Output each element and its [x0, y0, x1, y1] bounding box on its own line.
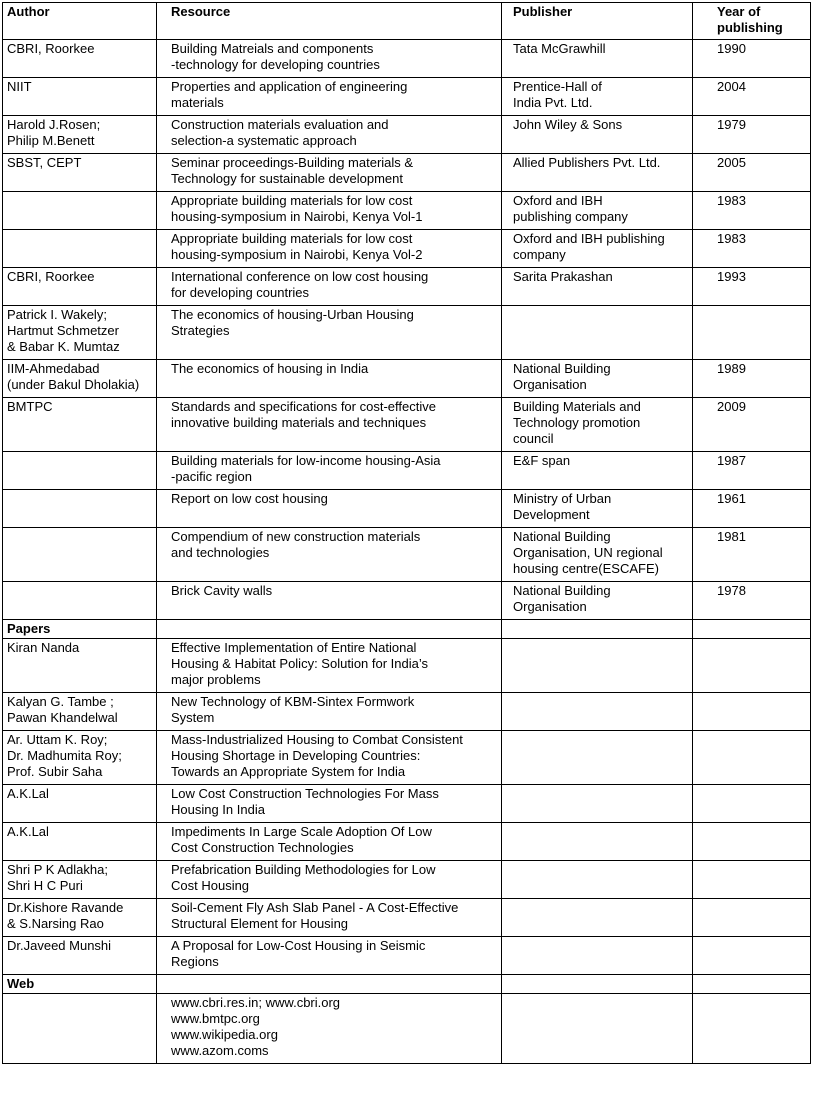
book-year: 1981 — [693, 528, 811, 582]
book-year: 2005 — [693, 154, 811, 192]
book-resource: Properties and application of engineering materials — [157, 78, 502, 116]
book-author — [3, 192, 157, 230]
paper-author: Dr.Javeed Munshi — [3, 937, 157, 975]
book-author: Harold J.Rosen; Philip M.Benett — [3, 116, 157, 154]
empty-cell — [502, 693, 693, 731]
book-author: NIIT — [3, 78, 157, 116]
empty-cell — [693, 693, 811, 731]
paper-row — [3, 861, 811, 899]
empty-cell — [693, 731, 811, 785]
book-publisher: Building Materials and Technology promotion council — [502, 398, 693, 452]
book-author — [3, 452, 157, 490]
paper-resource: Prefabrication Building Methodologies for Low Cost Housing — [157, 861, 502, 899]
header-author: Author — [3, 3, 157, 40]
book-publisher: National Building Organisation — [502, 582, 693, 620]
paper-author: Kiran Nanda — [3, 639, 157, 693]
paper-author: Kalyan G. Tambe ; Pawan Khandelwal — [3, 693, 157, 731]
empty-cell — [693, 975, 811, 994]
book-author: IIM-Ahmedabad (under Bakul Dholakia) — [3, 360, 157, 398]
book-year: 1961 — [693, 490, 811, 528]
empty-cell — [502, 785, 693, 823]
book-row — [3, 490, 811, 528]
empty-cell — [693, 620, 811, 639]
empty-cell — [693, 639, 811, 693]
empty-cell — [502, 731, 693, 785]
book-resource: Brick Cavity walls — [157, 582, 502, 620]
book-author — [3, 582, 157, 620]
book-row — [3, 582, 811, 620]
book-row — [3, 40, 811, 78]
paper-resource: Soil-Cement Fly Ash Slab Panel - A Cost-Effective Structural Element for Housing — [157, 899, 502, 937]
book-row — [3, 306, 811, 360]
book-row — [3, 268, 811, 306]
book-year: 1983 — [693, 192, 811, 230]
book-author: SBST, CEPT — [3, 154, 157, 192]
book-publisher: E&F span — [502, 452, 693, 490]
book-author: CBRI, Roorkee — [3, 40, 157, 78]
book-publisher: Prentice-Hall of India Pvt. Ltd. — [502, 78, 693, 116]
paper-row — [3, 785, 811, 823]
book-publisher: Oxford and IBH publishing company — [502, 230, 693, 268]
book-resource: Report on low cost housing — [157, 490, 502, 528]
book-row — [3, 360, 811, 398]
book-author — [3, 528, 157, 582]
empty-cell — [157, 620, 502, 639]
header-publisher: Publisher — [502, 3, 693, 40]
empty-cell — [157, 975, 502, 994]
empty-cell — [3, 994, 157, 1064]
empty-cell — [502, 861, 693, 899]
empty-cell — [693, 785, 811, 823]
book-author: BMTPC — [3, 398, 157, 452]
paper-row — [3, 639, 811, 693]
book-publisher: National Building Organisation — [502, 360, 693, 398]
book-row — [3, 78, 811, 116]
book-year: 1989 — [693, 360, 811, 398]
book-year: 1983 — [693, 230, 811, 268]
papers-heading: Papers — [3, 620, 157, 639]
book-row — [3, 398, 811, 452]
empty-cell — [693, 823, 811, 861]
empty-cell — [502, 823, 693, 861]
book-resource: Appropriate building materials for low cost housing-symposium in Nairobi, Kenya Vol-2 — [157, 230, 502, 268]
book-publisher: John Wiley & Sons — [502, 116, 693, 154]
book-resource: Seminar proceedings-Building materials & Technology for sustainable development — [157, 154, 502, 192]
book-publisher: National Building Organisation, UN regional housing centre(ESCAFE) — [502, 528, 693, 582]
empty-cell — [502, 899, 693, 937]
empty-cell — [693, 994, 811, 1064]
header-year: Year of publishing — [693, 3, 811, 40]
book-resource: Appropriate building materials for low cost housing-symposium in Nairobi, Kenya Vol-1 — [157, 192, 502, 230]
book-resource: Construction materials evaluation and selection-a systematic approach — [157, 116, 502, 154]
paper-author: Shri P K Adlakha; Shri H C Puri — [3, 861, 157, 899]
book-author — [3, 490, 157, 528]
book-publisher: Sarita Prakashan — [502, 268, 693, 306]
paper-resource: New Technology of KBM-Sintex Formwork System — [157, 693, 502, 731]
book-resource: The economics of housing-Urban Housing Strategies — [157, 306, 502, 360]
book-resource: International conference on low cost housing for developing countries — [157, 268, 502, 306]
paper-resource: Effective Implementation of Entire National Housing & Habitat Policy: Solution for India’s major problems — [157, 639, 502, 693]
paper-author: Ar. Uttam K. Roy; Dr. Madhumita Roy; Prof. Subir Saha — [3, 731, 157, 785]
paper-resource: Low Cost Construction Technologies For Mass Housing In India — [157, 785, 502, 823]
book-resource: Building materials for low-income housing-Asia -pacific region — [157, 452, 502, 490]
book-publisher: Tata McGrawhill — [502, 40, 693, 78]
empty-cell — [693, 937, 811, 975]
book-row — [3, 192, 811, 230]
book-author — [3, 230, 157, 268]
paper-row — [3, 731, 811, 785]
empty-cell — [502, 620, 693, 639]
references-table — [2, 2, 811, 1064]
paper-resource: Mass-Industrialized Housing to Combat Consistent Housing Shortage in Developing Countries: Towards an Appropriate System for India — [157, 731, 502, 785]
book-resource: Standards and specifications for cost-effective innovative building materials and techniques — [157, 398, 502, 452]
book-resource: Building Matreials and components -technology for developing countries — [157, 40, 502, 78]
empty-cell — [502, 639, 693, 693]
book-year: 1979 — [693, 116, 811, 154]
paper-author: A.K.Lal — [3, 785, 157, 823]
web-links: www.cbri.res.in; www.cbri.org www.bmtpc.org www.wikipedia.org www.azom.coms — [157, 994, 502, 1064]
book-row — [3, 528, 811, 582]
book-publisher: Allied Publishers Pvt. Ltd. — [502, 154, 693, 192]
web-section-row — [3, 975, 811, 994]
book-author: CBRI, Roorkee — [3, 268, 157, 306]
book-row — [3, 116, 811, 154]
book-author: Patrick I. Wakely; Hartmut Schmetzer & Babar K. Mumtaz — [3, 306, 157, 360]
book-resource: The economics of housing in India — [157, 360, 502, 398]
paper-row — [3, 937, 811, 975]
book-year: 2009 — [693, 398, 811, 452]
paper-resource: A Proposal for Low-Cost Housing in Seismic Regions — [157, 937, 502, 975]
empty-cell — [502, 975, 693, 994]
paper-resource: Impediments In Large Scale Adoption Of Low Cost Construction Technologies — [157, 823, 502, 861]
web-row — [3, 994, 811, 1064]
paper-row — [3, 899, 811, 937]
empty-cell — [693, 899, 811, 937]
paper-row — [3, 823, 811, 861]
book-year: 1987 — [693, 452, 811, 490]
book-publisher: Oxford and IBH publishing company — [502, 192, 693, 230]
paper-row — [3, 693, 811, 731]
paper-author: Dr.Kishore Ravande & S.Narsing Rao — [3, 899, 157, 937]
book-row — [3, 452, 811, 490]
book-row — [3, 154, 811, 192]
empty-cell — [502, 937, 693, 975]
web-heading: Web — [3, 975, 157, 994]
paper-author: A.K.Lal — [3, 823, 157, 861]
papers-section-row — [3, 620, 811, 639]
header-row — [3, 3, 811, 40]
book-year: 1990 — [693, 40, 811, 78]
book-year: 1978 — [693, 582, 811, 620]
book-row — [3, 230, 811, 268]
book-year: 1993 — [693, 268, 811, 306]
book-publisher — [502, 306, 693, 360]
empty-cell — [693, 861, 811, 899]
book-resource: Compendium of new construction materials and technologies — [157, 528, 502, 582]
header-resource: Resource — [157, 3, 502, 40]
book-publisher: Ministry of Urban Development — [502, 490, 693, 528]
book-year: 2004 — [693, 78, 811, 116]
book-year — [693, 306, 811, 360]
empty-cell — [502, 994, 693, 1064]
